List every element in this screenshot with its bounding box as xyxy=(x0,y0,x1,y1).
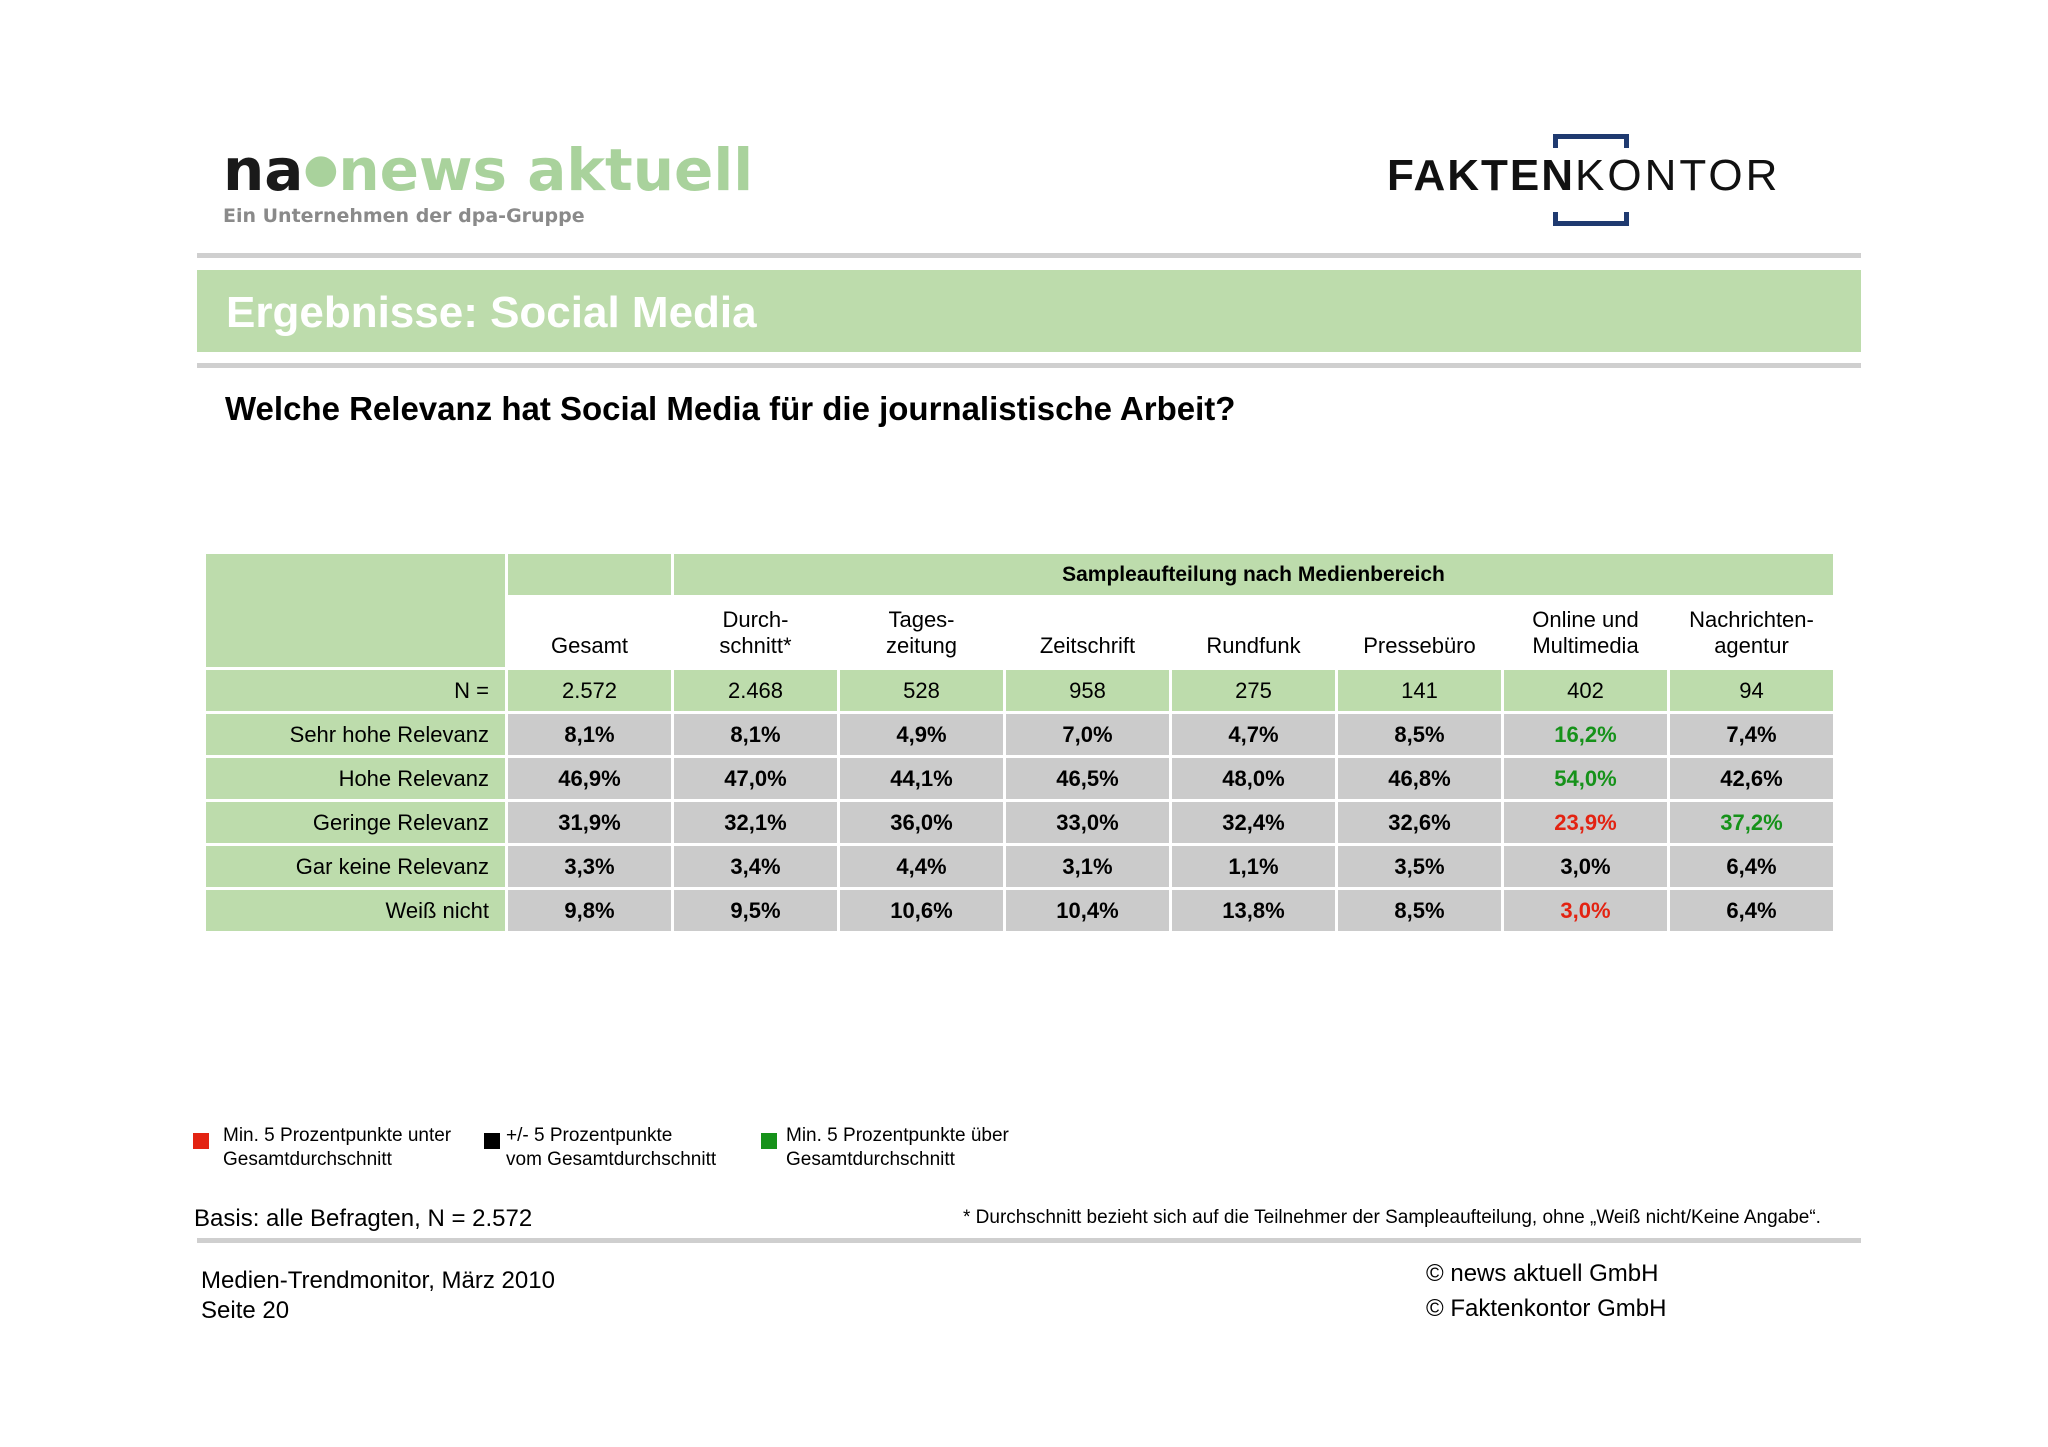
footnote: * Durchschnitt bezieht sich auf die Teilnehmer der Sampleaufteilung, ohne „Weiß nicht/Keine Angabe“. xyxy=(963,1207,1821,1228)
n-value-cell: 528 xyxy=(839,669,1005,713)
value-cell: 31,9% xyxy=(507,801,673,845)
n-value-cell: 402 xyxy=(1503,669,1669,713)
value-cell: 33,0% xyxy=(1005,801,1171,845)
value-cell: 10,6% xyxy=(839,889,1005,933)
value-cell: 8,5% xyxy=(1337,889,1503,933)
value-cell: 3,1% xyxy=(1005,845,1171,889)
value-cell: 36,0% xyxy=(839,801,1005,845)
row-label: Geringe Relevanz xyxy=(205,801,507,845)
value-cell: 7,0% xyxy=(1005,713,1171,757)
copyright-faktenkontor: © Faktenkontor GmbH xyxy=(1426,1295,1667,1322)
value-cell: 3,0% xyxy=(1503,889,1669,933)
row-label: N = xyxy=(205,669,507,713)
value-cell: 13,8% xyxy=(1171,889,1337,933)
value-cell: 32,6% xyxy=(1337,801,1503,845)
footer-source-title: Medien-Trendmonitor, März 2010 xyxy=(201,1267,555,1294)
value-cell: 8,5% xyxy=(1337,713,1503,757)
footer-copyright xyxy=(1426,1256,1666,1326)
question-heading: Welche Relevanz hat Social Media für die journalistische Arbeit? xyxy=(225,390,1236,427)
faktenkontor-logo xyxy=(1387,134,1807,220)
value-cell: 37,2% xyxy=(1669,801,1835,845)
table-row xyxy=(205,889,1835,933)
value-cell: 32,4% xyxy=(1171,801,1337,845)
value-cell: 8,1% xyxy=(507,713,673,757)
group-header: Sampleaufteilung nach Medienbereich xyxy=(673,553,1835,597)
logo-kontor-text: KONTOR xyxy=(1575,151,1781,200)
col-header: Zeitschrift xyxy=(1005,597,1171,669)
logo-dot-icon: ● xyxy=(303,146,339,192)
value-cell: 3,5% xyxy=(1337,845,1503,889)
n-row xyxy=(205,669,1835,713)
value-cell: 4,4% xyxy=(839,845,1005,889)
col-header: Durch- schnitt* xyxy=(673,597,839,669)
n-value-cell: 275 xyxy=(1171,669,1337,713)
value-cell: 9,5% xyxy=(673,889,839,933)
row-label: Weiß nicht xyxy=(205,889,507,933)
legend-black-text: +/- 5 Prozentpunkte vom Gesamtdurchschnitt xyxy=(506,1125,717,1170)
legend-green-swatch xyxy=(761,1133,777,1149)
legend-red-swatch xyxy=(193,1133,209,1149)
value-cell: 6,4% xyxy=(1669,845,1835,889)
value-cell: 42,6% xyxy=(1669,757,1835,801)
value-cell: 3,3% xyxy=(507,845,673,889)
table-row xyxy=(205,801,1835,845)
legend-black-swatch xyxy=(484,1133,500,1149)
value-cell: 47,0% xyxy=(673,757,839,801)
value-cell: 48,0% xyxy=(1171,757,1337,801)
value-cell: 46,5% xyxy=(1005,757,1171,801)
n-value-cell: 2.468 xyxy=(673,669,839,713)
value-cell: 8,1% xyxy=(673,713,839,757)
value-cell: 54,0% xyxy=(1503,757,1669,801)
value-cell: 44,1% xyxy=(839,757,1005,801)
n-value-cell: 958 xyxy=(1005,669,1171,713)
footer-source xyxy=(201,1266,555,1326)
copyright-news-aktuell: © news aktuell GmbH xyxy=(1426,1260,1659,1287)
row-label: Hohe Relevanz xyxy=(205,757,507,801)
value-cell: 32,1% xyxy=(673,801,839,845)
logo-subtitle: Ein Unternehmen der dpa-Gruppe xyxy=(223,205,585,227)
news-aktuell-logo xyxy=(223,136,754,227)
logo-news-text: news aktuell xyxy=(338,136,754,204)
value-cell: 46,8% xyxy=(1337,757,1503,801)
value-cell: 4,9% xyxy=(839,713,1005,757)
results-table xyxy=(203,551,1836,934)
value-cell: 7,4% xyxy=(1669,713,1835,757)
n-value-cell: 2.572 xyxy=(507,669,673,713)
table-corner xyxy=(205,553,507,669)
header-filler xyxy=(507,553,673,597)
section-title-band xyxy=(197,270,1861,352)
footer-divider xyxy=(197,1238,1861,1243)
col-header: Nachrichten- agentur xyxy=(1669,597,1835,669)
value-cell: 6,4% xyxy=(1669,889,1835,933)
value-cell: 1,1% xyxy=(1171,845,1337,889)
logo-na-text: na xyxy=(223,136,304,204)
table-row xyxy=(205,713,1835,757)
footer-page-number: Seite 20 xyxy=(201,1297,290,1324)
value-cell: 46,9% xyxy=(507,757,673,801)
legend-green-text: Min. 5 Prozentpunkte über Gesamtdurchschnitt xyxy=(786,1125,1009,1170)
header-divider xyxy=(197,253,1861,258)
col-header: Pressebüro xyxy=(1337,597,1503,669)
value-cell: 9,8% xyxy=(507,889,673,933)
table-row xyxy=(205,757,1835,801)
col-header: Gesamt xyxy=(507,597,673,669)
table-row xyxy=(205,845,1835,889)
col-header: Rundfunk xyxy=(1171,597,1337,669)
value-cell: 16,2% xyxy=(1503,713,1669,757)
value-cell: 23,9% xyxy=(1503,801,1669,845)
value-cell: 3,4% xyxy=(673,845,839,889)
col-header: Tages- zeitung xyxy=(839,597,1005,669)
logo-fakten-text: FAKTEN xyxy=(1387,151,1575,200)
value-cell: 10,4% xyxy=(1005,889,1171,933)
basis-note: Basis: alle Befragten, N = 2.572 xyxy=(194,1205,533,1232)
col-header: Online und Multimedia xyxy=(1503,597,1669,669)
title-divider xyxy=(197,363,1861,368)
n-value-cell: 141 xyxy=(1337,669,1503,713)
section-title: Ergebnisse: Social Media xyxy=(226,288,757,337)
value-cell: 3,0% xyxy=(1503,845,1669,889)
value-cell: 4,7% xyxy=(1171,713,1337,757)
legend-red-text: Min. 5 Prozentpunkte unter Gesamtdurchschnitt xyxy=(223,1125,452,1170)
row-label: Sehr hohe Relevanz xyxy=(205,713,507,757)
n-value-cell: 94 xyxy=(1669,669,1835,713)
row-label: Gar keine Relevanz xyxy=(205,845,507,889)
